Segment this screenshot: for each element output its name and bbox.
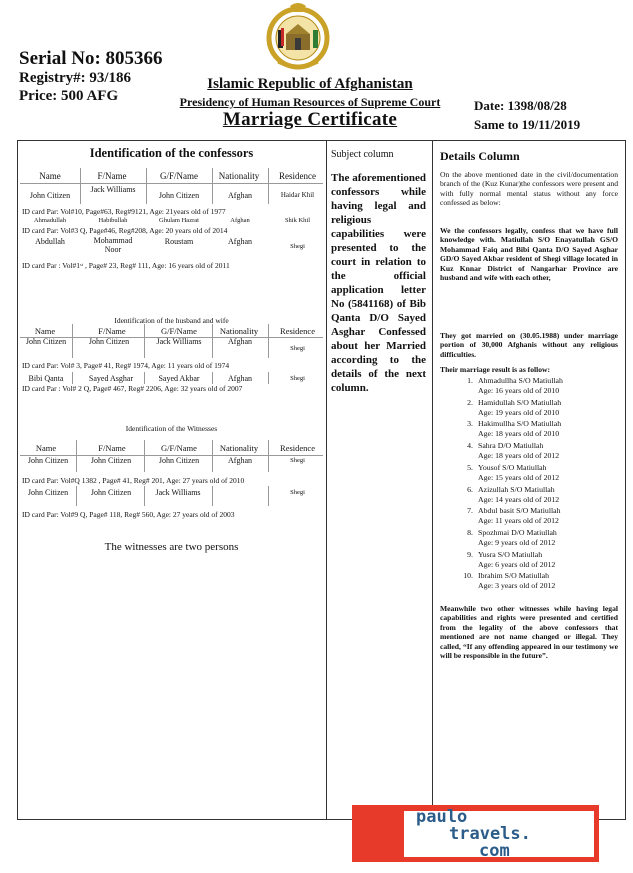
details-paragraph: Meanwhile two other witnesses while having legal capabilities and rights were presented and certified from the legality of the above confessors that mentioned are not name changed or illegal. They called, “If any offending appeared in our testimony we will be responsible in the future”.	[440, 604, 618, 661]
child-number: 6.	[467, 484, 473, 494]
child-age: Age: 19 years old of 2010	[478, 407, 560, 417]
table-cell: Habibullah	[98, 217, 128, 224]
table-cell: Bibi Qanta	[28, 374, 64, 383]
id-card-line: ID card Par: Vol#9 Q, Page# 118, Reg# 560, Age: 27 years old of 2003	[22, 510, 235, 519]
table-cell: Jack Williams	[90, 185, 136, 194]
subject-text: The aforementioned confessors while having legal and religious capabilities were presented to the court in relation to the official application letter No (5841168) of Bib Qanta D/O Sayed Asghar Confessed about her Married according to the details of the next column.	[331, 172, 426, 394]
logo-text-2: travels.	[449, 824, 531, 844]
child-number: 3.	[467, 419, 473, 429]
divider	[144, 440, 145, 472]
issue-date: Date: 1398/08/28	[474, 98, 567, 113]
divider	[76, 486, 77, 506]
id-card-line: ID card Par: Vol#3 Q, Page#46, Reg#208, Age: 20 years old of 2014	[22, 226, 228, 235]
divider	[80, 168, 81, 204]
table-cell: John Citizen	[158, 191, 200, 200]
child-number: 10.	[463, 571, 473, 581]
logo-text-3: com	[479, 841, 510, 861]
divider	[268, 486, 269, 506]
gregorian-date: Same to 19/11/2019	[474, 116, 581, 132]
subject-title: Subject column	[331, 149, 394, 160]
divider	[268, 324, 269, 358]
table-cell: Shegi	[290, 375, 305, 382]
registry-number: Registry#: 93/186	[19, 70, 132, 87]
table-cell: Afghan	[228, 191, 252, 200]
child-name: Hamidullah S/O Matiullah	[478, 397, 562, 407]
id-card-line: ID card Par : Vol#1ˢᵗ , Page# 23, Reg# 111, Age: 16 years old of 2011	[22, 261, 230, 270]
child-age: Age: 16 years old of 2010	[478, 386, 560, 395]
child-number: 5.	[467, 462, 473, 472]
witnesses-note: The witnesses are two persons	[104, 541, 239, 553]
col-header-residence: Residence	[280, 443, 315, 453]
id-card-line: ID card Par : Vol# 2 Q, Page# 467, Reg# 2206, Age: 32 years old of 2007	[22, 384, 243, 393]
details-paragraph: We the confessors legally, confess that we have full knowledge with. Matiullah S/O Enayatullah GS/O Mohammad Faiq and Bibi Qanta D/O Sayed Asghar GD/O Sayed Akbar resident of Shegi village located in Kuz Knnar District of Nangarhar Province are husband and wife with each other,	[440, 226, 618, 283]
table-cell: John Citizen	[25, 337, 67, 346]
table-cell: Sayed Asghar	[88, 374, 134, 383]
col-header-residence: Residence	[279, 171, 316, 181]
divider	[144, 324, 145, 358]
table-cell: Shegi	[290, 457, 305, 464]
child-age: Age: 9 years old of 2012	[478, 537, 556, 547]
child-number: 4.	[467, 441, 473, 451]
table-cell: John Citizen	[27, 488, 69, 497]
child-number: 2.	[467, 397, 473, 407]
child-number: 1.	[467, 376, 473, 385]
child-name: Azizullah S/O Matiullah	[478, 484, 555, 494]
column-divider	[326, 140, 327, 820]
child-number: 7.	[467, 506, 473, 516]
child-age: Age: 14 years old of 2012	[478, 494, 560, 504]
divider	[212, 372, 213, 384]
column-divider	[432, 140, 433, 820]
child-name: Sahra D/O Matiullah	[478, 441, 544, 451]
table-cell: Afghan	[228, 237, 252, 246]
serial-number: Serial No: 805366	[19, 48, 163, 69]
col-header-fname: F/Name	[98, 326, 126, 336]
table-cell: Sayed Akbar	[158, 374, 200, 383]
table-cell: Roustam	[164, 237, 194, 246]
child-name: Hakimullha S/O Matiullah	[478, 419, 562, 429]
id-card-line: ID card Par: Vol#Q 1382 , Page# 41, Reg# 201, Age: 27 years old of 2010	[22, 476, 245, 485]
child-name: Ibrahim S/O Matiullah	[478, 571, 550, 581]
price: Price: 500 AFG	[19, 88, 119, 105]
col-header-gfname: G/F/Name	[160, 171, 198, 181]
child-number: 8.	[467, 527, 473, 537]
table-cell: John Citizen	[29, 191, 71, 200]
col-header-fname: F/Name	[97, 171, 127, 181]
col-header-name: Name	[34, 326, 56, 336]
confessors-title: Identification of the confessors	[89, 146, 254, 160]
col-header-nationality: Nationality	[219, 443, 259, 453]
child-age: Age: 3 years old of 2012	[478, 581, 556, 591]
certificate-title: Marriage Certificate	[222, 109, 398, 130]
col-header-gfname: G/F/Name	[161, 443, 197, 453]
col-header-nationality: Nationality	[218, 171, 260, 181]
divider	[212, 486, 213, 506]
divider	[144, 486, 145, 506]
id-card-line: ID card Par: Vol# 3, Page# 41, Reg# 1974, Age: 11 years old of 1974	[22, 361, 230, 370]
table-cell: Shegi	[290, 243, 305, 250]
divider	[20, 183, 323, 184]
divider	[268, 168, 269, 204]
divider	[72, 372, 73, 384]
divider	[268, 372, 269, 384]
child-age: Age: 15 years old of 2012	[478, 472, 560, 482]
child-name: Ahmadullha S/O Matiullah	[478, 376, 563, 385]
country-title: Islamic Republic of Afghanistan	[207, 76, 413, 92]
logo-text-1: paulo	[416, 807, 468, 827]
table-cell: Abdullah	[35, 237, 65, 246]
col-header-fname: F/Name	[98, 443, 126, 453]
col-header-gfname: G/F/Name	[161, 326, 197, 336]
details-paragraph: On the above mentioned date in the civil/documentation branch of the (Kuz Kunar)the confessors were present and with fully normal mental status without any force confessed as below:	[440, 170, 618, 208]
table-cell: John Citizen	[90, 456, 132, 465]
id-card-line: ID card Par: Vol#10, Page#63, Reg#9121, Age: 21years old of 1977	[22, 207, 226, 216]
col-header-name: Name	[39, 171, 61, 181]
table-cell: John Citizen	[27, 456, 69, 465]
table-cell: John Citizen	[88, 337, 130, 346]
col-header-nationality: Nationality	[219, 326, 259, 336]
details-paragraph: Their marriage result is as follow:	[440, 365, 551, 374]
divider	[72, 324, 73, 358]
table-cell: Afghan	[228, 374, 252, 383]
table-cell: Mohammad Noor	[93, 236, 133, 255]
table-cell: Ghulam Hazrat	[159, 217, 199, 224]
table-cell: Afghan	[230, 217, 250, 224]
child-age: Age: 18 years old of 2012	[478, 451, 560, 461]
table-cell: Afghan	[228, 456, 252, 465]
child-name: Abdul basit S/O Matiullah	[478, 506, 561, 516]
table-cell: John Citizen	[158, 456, 200, 465]
details-paragraph: They got married on (30.05.1988) under marriage portion of 30,000 Afghanis without any religious difficulties.	[440, 331, 618, 359]
table-cell: Ahmadullah	[33, 217, 67, 224]
divider	[268, 440, 269, 472]
header-left	[19, 48, 163, 106]
child-number: 9.	[467, 549, 473, 559]
table-cell: Shegi	[290, 489, 305, 496]
child-name: Yusra S/O Matiullah	[478, 549, 543, 559]
witnesses-title: Identification of the Witnesses	[125, 424, 218, 433]
divider	[144, 372, 145, 384]
child-name: Spozhmai D/O Matiullah	[478, 527, 557, 537]
col-header-residence: Residence	[280, 326, 315, 336]
table-cell: Jack Williams	[156, 337, 202, 346]
details-title: Details Column	[440, 149, 520, 163]
table-cell: Haidar Khil	[280, 191, 315, 199]
child-age: Age: 11 years old of 2012	[478, 516, 559, 526]
paulo-travels-logo	[352, 805, 599, 862]
table-cell: Afghan	[228, 337, 252, 346]
court-title: Presidency of Human Resources of Supreme Court	[179, 95, 441, 109]
table-cell: Jack Williams	[155, 488, 201, 497]
header-right	[474, 97, 580, 135]
child-age: Age: 18 years old of 2010	[478, 429, 560, 439]
table-cell: Shegi	[290, 345, 305, 352]
col-header-name: Name	[35, 443, 57, 453]
table-cell: Shik Khil	[284, 217, 311, 224]
divider	[76, 440, 77, 472]
header-center	[150, 0, 470, 140]
child-age: Age: 6 years old of 2012	[478, 559, 556, 569]
spouses-title: Identification of the husband and wife	[114, 316, 229, 325]
table-cell: John Citizen	[90, 488, 132, 497]
child-name: Yousof S/O Matiullah	[478, 462, 547, 472]
